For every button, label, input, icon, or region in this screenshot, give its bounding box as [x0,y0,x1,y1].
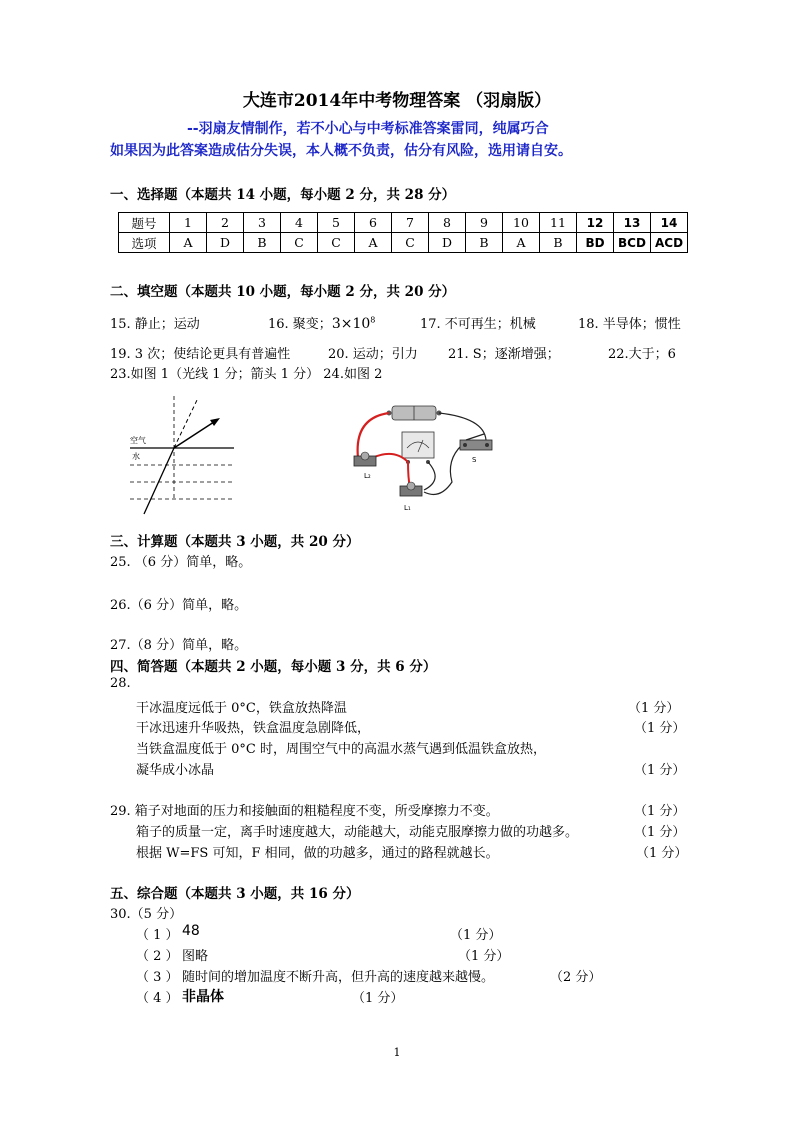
answer-q19: 19. 3 次；使结论更具有普遍性 [110,347,291,362]
label-air: 空气 [130,436,146,445]
answer-q26: 26.（6 分）简单，略。 [110,598,248,613]
section3-heading: 三、计算题（本题共 3 小题，共 20 分） [110,534,360,550]
table-cell: A [170,233,207,253]
table-cell: BCD [614,233,651,253]
q28-line-1: 干冰温度远低于 0°C，铁盒放热降温 [136,701,347,716]
table-cell: ACD [651,233,688,253]
table-cell: 1 [170,213,207,233]
table-cell: C [392,233,429,253]
label-water: 水 [132,452,140,461]
q30-label-1: （ 1 ） [136,928,179,943]
q28-score-1: （1 分） [628,701,680,716]
table-header-cell: 题号 [119,213,170,233]
q30-score-2: （1 分） [458,949,510,964]
table-cell: D [429,233,466,253]
disclaimer-line-2: 如果因为此答案造成估分失误，本人概不负责，估分有风险，选用请自安。 [110,143,572,159]
arrow-head-icon [210,418,220,426]
wire-black [424,462,435,490]
answer-q16 [268,313,375,332]
table-cell: 7 [392,213,429,233]
answer-q22: 22.大于；6 [608,347,676,362]
section5-heading: 五、综合题（本题共 3 小题，共 16 分） [110,886,360,902]
wire-red [358,413,389,458]
q30-answer-4: 非晶体 [182,989,224,1005]
q29-line-1: 29. 箱子对地面的压力和接触面的粗糙程度不变，所受摩擦力不变。 [110,804,499,819]
q30-label-3: （ 3 ） [136,970,179,985]
answer-q15: 15. 静止；运动 [110,317,200,332]
section1-heading: 一、选择题（本题共 14 小题，每小题 2 分，共 28 分） [110,187,456,203]
section4-heading: 四、简答题（本题共 2 小题，每小题 3 分，共 6 分） [110,659,437,675]
table-cell: BD [577,233,614,253]
answer-q27: 27.（8 分）简单，略。 [110,638,248,653]
label-l2: L₂ [364,472,371,480]
table-cell: B [466,233,503,253]
q28-score-2: （1 分） [634,721,686,736]
answer-q28-number: 28. [110,676,131,691]
q30-label-2: （ 2 ） [136,949,179,964]
table-cell: 2 [207,213,244,233]
table-cell: 5 [318,213,355,233]
answer-q17: 17. 不可再生；机械 [420,317,536,332]
table-cell: 6 [355,213,392,233]
page-title: 大连市2014年中考物理答案 （羽扇版） [242,91,552,111]
q29-score-3: （1 分） [636,846,688,861]
table-cell: 13 [614,213,651,233]
q29-score-2: （1 分） [634,825,686,840]
answer-q21: 21. S；逐渐增强； [448,347,560,362]
q30-answer-1: 48 [182,923,200,939]
table-cell: D [207,233,244,253]
table-cell: 12 [577,213,614,233]
table-cell: 11 [540,213,577,233]
table-cell: 4 [281,213,318,233]
answer-q30-number: 30.（5 分） [110,907,183,922]
table-cell: C [318,233,355,253]
table-cell: C [281,233,318,253]
answer-q23-q24: 23.如图 1（光线 1 分；箭头 1 分） 24.如图 2 [110,367,383,382]
answer-q18: 18. 半导体；惯性 [578,317,681,332]
table-header-cell: 选项 [119,233,170,253]
table-cell: B [244,233,281,253]
table-cell: A [355,233,392,253]
label-switch: S [472,456,477,464]
q30-answer-2: 图略 [182,949,209,964]
table-cell: 10 [503,213,540,233]
q28-score-4: （1 分） [634,763,686,778]
label-l1: L₁ [404,504,411,512]
q28-line-2: 干冰迅速升华吸热，铁盒温度急剧降低， [136,721,371,736]
answer-q20: 20. 运动；引力 [328,347,418,362]
answer-q25: 25. （6 分）简单，略。 [110,555,252,570]
q29-line-3: 根据 W=FS 可知，F 相同，做的功越多，通过的路程就越长。 [136,846,499,861]
q30-score-3: （2 分） [550,970,602,985]
table-cell: B [540,233,577,253]
incident-ray [144,448,174,514]
figure-1-refraction [122,396,234,516]
table-row-numbers [119,213,688,233]
disclaimer-line-1: --羽扇友情制作，若不小心与中考标准答案雷同，纯属巧合 [187,121,549,137]
meter-icon [402,432,434,458]
table-cell: 3 [244,213,281,233]
answer-q16-exponent: 8 [370,315,376,325]
figure-2-circuit [344,400,499,515]
table-cell: 14 [651,213,688,233]
table-cell: 8 [429,213,466,233]
q29-score-1: （1 分） [634,804,686,819]
q28-line-3: 当铁盒温度低于 0°C 时，周围空气中的高温水蒸气遇到低温铁盒放热， [136,742,546,757]
answer-q16-label: 16. 聚变； [268,317,332,332]
q29-line-2: 箱子的质量一定，离手时速度越大，动能越大，动能克服摩擦力做的功越多。 [136,825,579,840]
table-row-answers [119,233,688,253]
answer-table [118,212,688,253]
q30-answer-3: 随时间的增加温度不断升高，但升高的速度越来越慢。 [182,970,495,985]
table-cell: A [503,233,540,253]
q30-score-4: （1 分） [352,991,404,1006]
q30-label-4: （ 4 ） [136,991,179,1006]
page-number: 1 [393,1046,401,1059]
table-cell: 9 [466,213,503,233]
q28-line-4: 凝华成小冰晶 [136,763,215,778]
section2-heading: 二、填空题（本题共 10 小题，每小题 2 分，共 20 分） [110,284,456,300]
q30-score-1: （1 分） [450,928,502,943]
answer-q16-value: 3×10 [331,316,371,332]
